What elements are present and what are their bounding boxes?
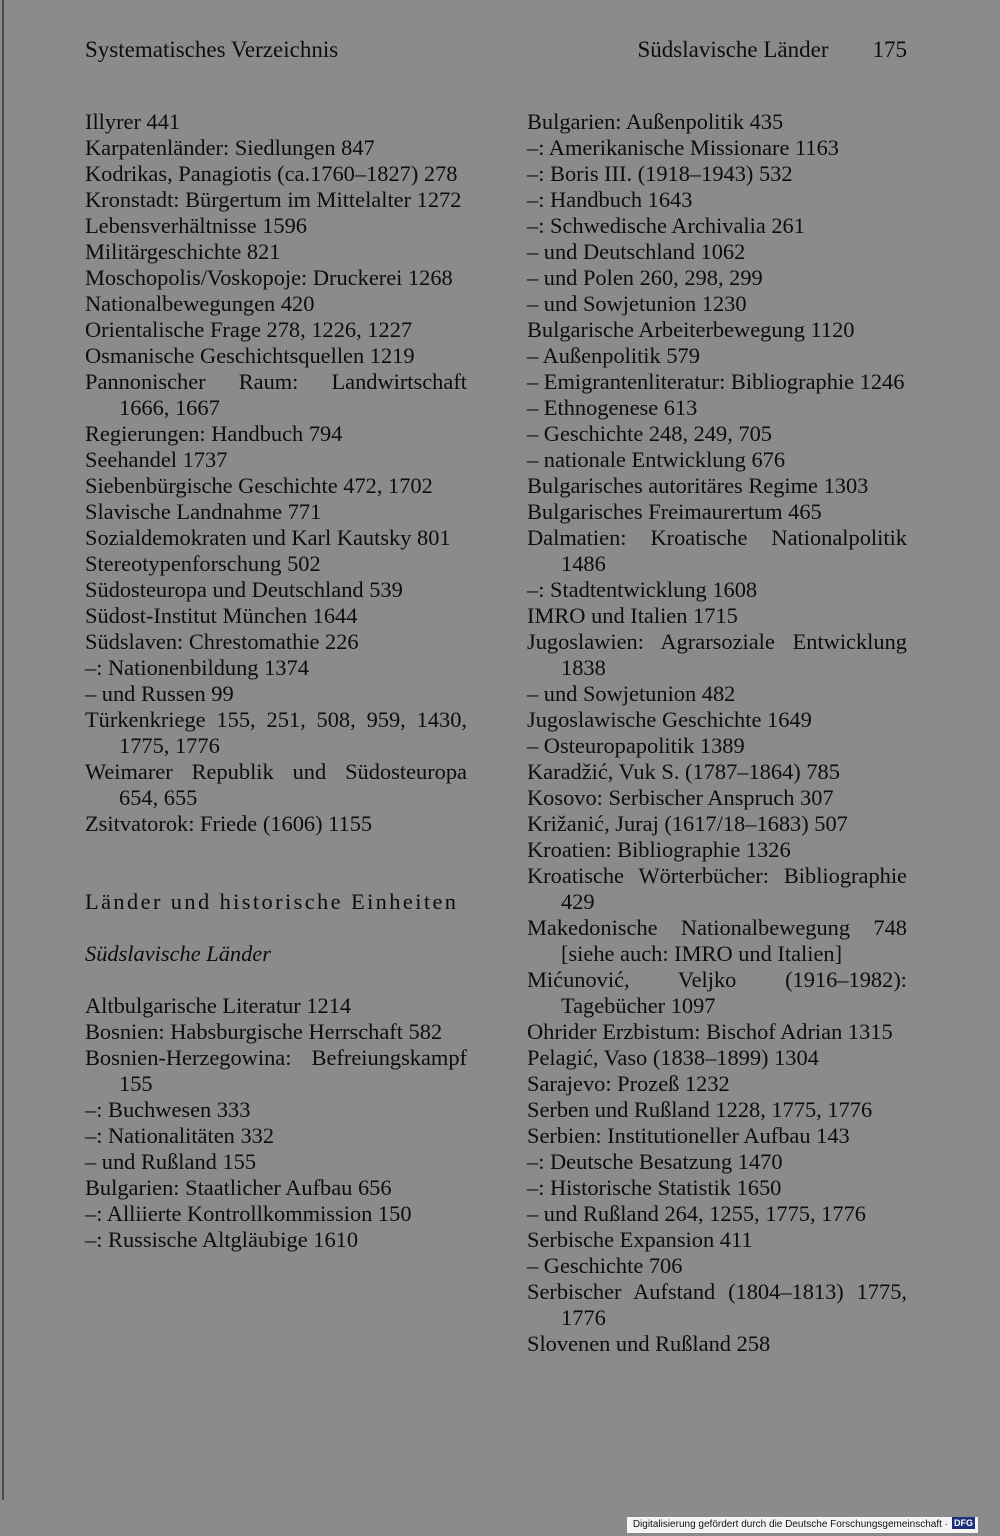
scan-edge-line [2,0,4,1500]
index-entry: Makedonische Nationalbewegung 748 [siehe auch: IMRO und Italien] [527,915,907,966]
index-entry: – und Rußland 264, 1255, 1775, 1776 [527,1201,866,1226]
index-entry: Kroatien: Bibliographie 1326 [527,837,791,862]
header-right-title: Südslavische Länder [637,37,829,62]
index-entry: Stereotypenforschung 502 [85,551,321,576]
index-entry: –: Nationalitäten 332 [85,1123,275,1148]
index-entry: Karadžić, Vuk S. (1787–1864) 785 [527,759,840,784]
index-entry: – nationale Entwicklung 676 [527,447,786,472]
index-entry: – und Russen 99 [85,681,234,706]
index-entry: – Geschichte 248, 249, 705 [527,421,773,446]
index-entry: – und Polen 260, 298, 299 [527,265,763,290]
header-left-title: Systematisches Verzeichnis [85,37,339,62]
index-entry: Slovenen und Rußland 258 [527,1331,771,1356]
index-entry: Serbische Expansion 411 [527,1227,753,1252]
running-header [85,30,907,70]
index-entry: – und Sowjetunion 482 [527,681,736,706]
index-entry: Altbulgarische Literatur 1214 [85,993,352,1018]
index-entry: Križanić, Juraj (1617/18–1683) 507 [527,811,848,836]
index-entry: Militärgeschichte 821 [85,239,281,264]
index-entry: – und Sowjetunion 1230 [527,291,747,316]
index-entry: Kronstadt: Bürgertum im Mittelalter 1272 [85,187,462,212]
index-entry: Südosteuropa und Deutschland 539 [85,577,403,602]
index-entry: Bulgarisches autoritäres Regime 1303 [527,473,869,498]
index-entry: Pannonischer Raum: Landwirtschaft 1666, 1667 [85,369,467,420]
header-right-group [638,30,907,70]
index-entry: Nationalbewegungen 420 [85,291,315,316]
index-entry: – Ethnogenese 613 [527,395,698,420]
index-entry: –: Amerikanische Missionare 1163 [527,135,839,160]
index-entry: Dalmatien: Kroatische Nationalpolitik 1486 [527,525,907,576]
index-entry: –: Handbuch 1643 [527,187,693,212]
index-entry: Bulgarien: Außenpolitik 435 [527,109,784,134]
index-entry: Orientalische Frage 278, 1226, 1227 [85,317,413,342]
spacer [85,837,467,889]
index-entry: Bosnien: Habsburgische Herrschaft 582 [85,1019,443,1044]
index-entry: – und Rußland 155 [85,1149,257,1174]
index-entry: –: Russische Altgläubige 1610 [85,1227,359,1252]
index-entry: – Außenpolitik 579 [527,343,700,368]
index-entry: Pelagić, Vaso (1838–1899) 1304 [527,1045,819,1070]
subsection-heading: Südslavische Länder [85,941,271,966]
digitization-footer [627,1517,978,1533]
index-entry: Mićunović, Veljko (1916–1982): Tagebücher 1097 [527,967,907,1018]
index-entry: Südslaven: Chrestomathie 226 [85,629,359,654]
index-entry: Kodrikas, Panagiotis (ca.1760–1827) 278 [85,161,458,186]
index-entry: Sozialdemokraten und Karl Kautsky 801 [85,525,451,550]
index-entry: –: Deutsche Besatzung 1470 [527,1149,783,1174]
index-entry: –: Buchwesen 333 [85,1097,251,1122]
index-entry: Slavische Landnahme 771 [85,499,322,524]
index-entry: Kosovo: Serbischer Anspruch 307 [527,785,834,810]
index-entry: Bosnien-Herzegowina: Befreiungskampf 155 [85,1045,467,1096]
footer-text: Digitalisierung gefördert durch die Deutsche Forschungsgemeinschaft · [632,1519,948,1530]
left-entries-bottom [85,993,467,1253]
index-entry: Moschopolis/Voskopoje: Druckerei 1268 [85,265,453,290]
index-entry: –: Historische Statistik 1650 [527,1175,782,1200]
index-entry: Bulgarien: Staatlicher Aufbau 656 [85,1175,392,1200]
right-column [527,109,907,1357]
index-entry: Serbischer Aufstand (1804–1813) 1775, 1776 [527,1279,907,1330]
section-heading: Länder und historische Einheiten [85,889,459,914]
index-entry: Regierungen: Handbuch 794 [85,421,343,446]
index-entry: – Emigrantenliteratur: Bibliographie 1246 [527,369,905,394]
index-entry: Siebenbürgische Geschichte 472, 1702 [85,473,433,498]
index-entry: Bulgarische Arbeiterbewegung 1120 [527,317,855,342]
index-entry: Jugoslawien: Agrarsoziale Entwicklung 1838 [527,629,907,680]
dfg-logo: DFG [954,1518,973,1528]
spacer [85,967,467,993]
page-number: 175 [872,37,907,62]
index-entry: IMRO und Italien 1715 [527,603,738,628]
spacer [85,915,467,941]
index-entry: – Osteuropapolitik 1389 [527,733,745,758]
index-entry: Osmanische Geschichtsquellen 1219 [85,343,415,368]
left-column [85,109,467,1253]
index-entry: Ohrider Erzbistum: Bischof Adrian 1315 [527,1019,893,1044]
index-entry: Sarajevo: Prozeß 1232 [527,1071,730,1096]
index-entry: – und Deutschland 1062 [527,239,746,264]
index-entry: Südost-Institut München 1644 [85,603,358,628]
index-entry: Karpatenländer: Siedlungen 847 [85,135,375,160]
left-entries-top [85,109,467,837]
index-entry: Türkenkriege 155, 251, 508, 959, 1430, 1775, 1776 [85,707,467,758]
index-entry: Serben und Rußland 1228, 1775, 1776 [527,1097,873,1122]
index-entry: Bulgarisches Freimaurertum 465 [527,499,822,524]
index-entry: –: Alliierte Kontrollkommission 150 [85,1201,412,1226]
index-entry: Seehandel 1737 [85,447,228,472]
index-entry: –: Nationenbildung 1374 [85,655,309,680]
index-entry: –: Boris III. (1918–1943) 532 [527,161,793,186]
index-entry: –: Stadtentwicklung 1608 [527,577,758,602]
index-entry: Kroatische Wörterbücher: Bibliographie 429 [527,863,907,914]
index-entry: Jugoslawische Geschichte 1649 [527,707,812,732]
index-entry: – Geschichte 706 [527,1253,683,1278]
right-entries [527,109,907,1357]
index-entry: –: Schwedische Archivalia 261 [527,213,805,238]
index-entry: Zsitvatorok: Friede (1606) 1155 [85,811,373,836]
index-entry: Weimarer Republik und Südosteuropa 654, 655 [85,759,467,810]
index-entry: Lebensverhältnisse 1596 [85,213,307,238]
index-entry: Illyrer 441 [85,109,181,134]
index-entry: Serbien: Institutioneller Aufbau 143 [527,1123,850,1148]
